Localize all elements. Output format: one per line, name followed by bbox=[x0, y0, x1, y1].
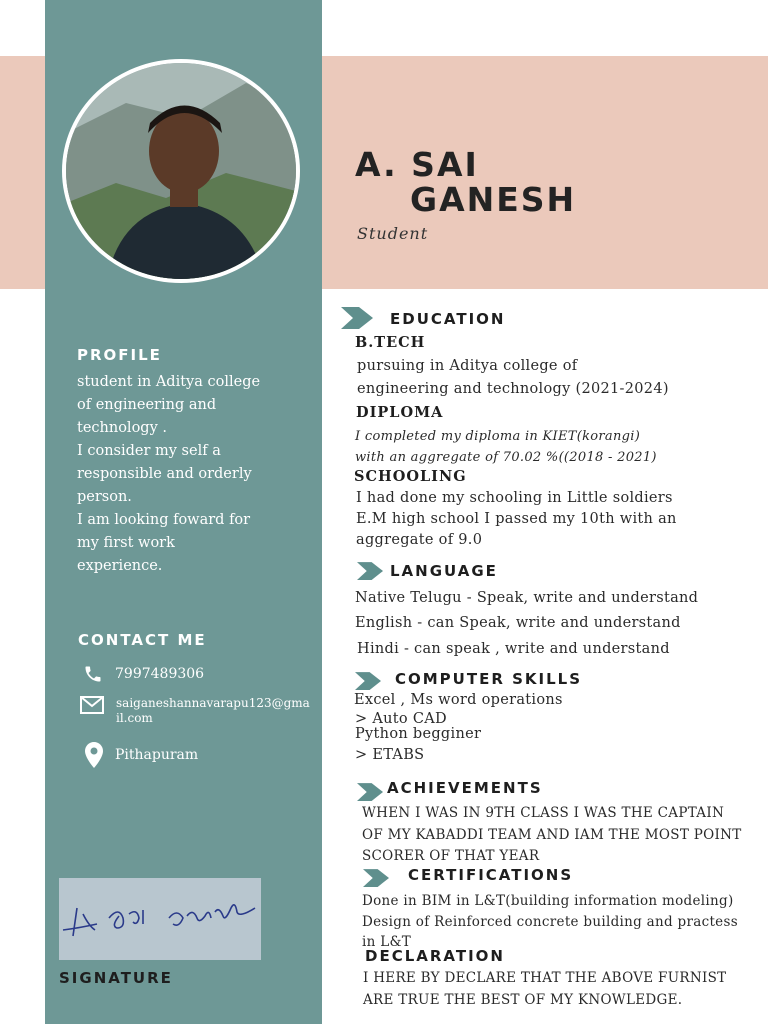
signature-scribble bbox=[59, 878, 261, 960]
language-item: Native Telugu - Speak, write and understand bbox=[355, 590, 699, 606]
phone-icon bbox=[83, 664, 103, 684]
location-pin-icon bbox=[85, 742, 103, 768]
declaration-heading: DECLARATION bbox=[365, 947, 505, 965]
language-item: Hindi - can speak , write and understand bbox=[357, 641, 670, 657]
schooling-label: SCHOOLING bbox=[354, 468, 467, 485]
skill-item: > Auto CAD bbox=[355, 711, 447, 727]
language-item: English - can Speak, write and understand bbox=[355, 615, 681, 631]
phone-row[interactable] bbox=[83, 664, 204, 684]
skill-item: Excel , Ms word operations bbox=[354, 692, 563, 708]
signature-image bbox=[59, 878, 261, 960]
skill-item: > ETABS bbox=[355, 747, 425, 763]
name-line-2: GANESH bbox=[410, 180, 577, 219]
role-title: Student bbox=[357, 224, 429, 243]
email-icon bbox=[80, 696, 104, 714]
location-text: Pithapuram bbox=[115, 747, 199, 763]
achievements-text: WHEN I WAS IN 9TH CLASS I WAS THE CAPTAIN OF MY KABADDI TEAM AND IAM THE MOST POINT SCORER OF THAT YEAR bbox=[362, 805, 742, 864]
profile-photo bbox=[62, 59, 300, 283]
signature-label: SIGNATURE bbox=[59, 969, 173, 987]
computer-skills-heading: COMPUTER SKILLS bbox=[395, 670, 583, 688]
section-arrow-icon bbox=[357, 783, 383, 801]
section-arrow-icon bbox=[341, 307, 373, 329]
btech-text: pursuing in Aditya college of engineering and technology (2021-2024) bbox=[357, 358, 669, 397]
phone-number: 7997489306 bbox=[115, 666, 205, 682]
declaration-text: I HERE BY DECLARE THAT THE ABOVE FURNIST ARE TRUE THE BEST OF MY KNOWLEDGE. bbox=[363, 970, 727, 1008]
certifications-heading: CERTIFICATIONS bbox=[408, 866, 574, 884]
contact-heading: CONTACT ME bbox=[78, 631, 207, 649]
certifications-text: Done in BIM in L&T(building information modeling) Design of Reinforced concrete building and practess in L&T bbox=[362, 893, 738, 950]
section-arrow-icon bbox=[355, 672, 381, 690]
email-address[interactable]: saiganeshannavarapu123@gmail.com bbox=[116, 696, 310, 725]
section-arrow-icon bbox=[363, 869, 389, 887]
education-heading: EDUCATION bbox=[390, 310, 506, 328]
location-row bbox=[85, 742, 198, 768]
diploma-label: DIPLOMA bbox=[356, 404, 444, 421]
schooling-text: I had done my schooling in Little soldiers E.M high school I passed my 10th with an aggregate of 9.0 bbox=[356, 490, 677, 548]
btech-label: B.TECH bbox=[355, 334, 426, 351]
profile-photo-illustration bbox=[66, 63, 300, 283]
skill-item: Python begginer bbox=[355, 726, 482, 742]
achievements-heading: ACHIEVEMENTS bbox=[387, 779, 543, 797]
profile-text: student in Aditya college of engineering and technology . I consider my self a responsible and orderly person. I am looking foward for my first work experience. bbox=[77, 374, 261, 574]
profile-heading: PROFILE bbox=[77, 346, 162, 364]
language-heading: LANGUAGE bbox=[390, 562, 498, 580]
name-line-1: A. SAI bbox=[355, 145, 479, 184]
section-arrow-icon bbox=[357, 562, 383, 580]
diploma-text: I completed my diploma in KIET(korangi) with an aggregate of 70.02 %((2018 - 2021) bbox=[355, 429, 657, 465]
